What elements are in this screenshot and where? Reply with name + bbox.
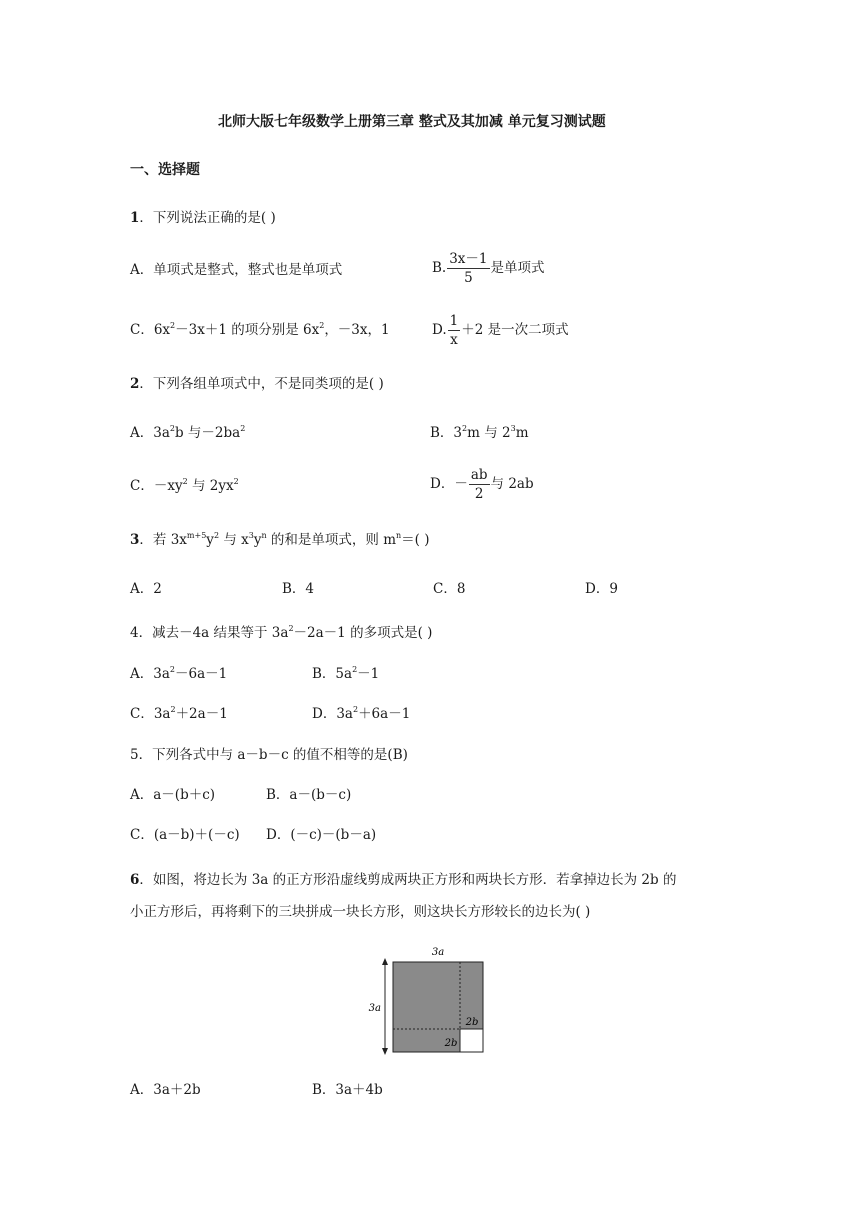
question-2-option-a: A．$3a^2b$ 与$-2ba^2$ (130, 424, 246, 441)
question-2-option-b: B．$3^2m$ 与 $2^3m$ (430, 424, 529, 441)
question-6-option-a: A．3a＋2b (130, 1082, 201, 1098)
arrow-down-icon (382, 1048, 388, 1055)
question-6-figure (364, 940, 504, 1060)
question-2-option-d: D．－ $\frac{ab}{2}$ 与 2ab (430, 467, 534, 502)
fraction: $\frac{ab}{2}$ (470, 467, 488, 502)
fraction: $\frac{1}{x}$ (449, 313, 459, 348)
question-3-option-c: C．8 (433, 581, 466, 597)
question-3-option-b: B．4 (282, 581, 315, 597)
question-3-stem: 3．若 $3x^{m+5}y^2$ 与 $x^3y^n$ 的和是单项式，则 $m^n=$( ) (130, 531, 430, 548)
question-2-stem: 2．下列各组单项式中，不是同类项的是( ) (130, 376, 384, 392)
question-1-option-a: A．单项式是整式，整式也是单项式 (130, 262, 343, 278)
question-1-option-b: B. $\frac{3x-1}{5}$ 是单项式 (432, 251, 545, 286)
question-4-option-d: D．$3a^2+6a-1$ (312, 705, 411, 722)
figure-label-bottom: 2b (444, 1038, 458, 1049)
question-4-option-c: C．$3a^2+2a-1$ (130, 705, 228, 722)
question-6-stem-line-1: 6．如图，将边长为 3a 的正方形沿虚线剪成两块正方形和两块长方形．若拿掉边长为 2b 的 (130, 872, 677, 888)
question-3-option-d: D．9 (585, 581, 618, 597)
question-3-option-a: A．2 (130, 581, 162, 597)
question-1-option-d: D. $\frac{1}{x}$ ＋2 是一次二项式 (432, 313, 569, 348)
question-4-stem: 4．减去－4a 结果等于 $3a^2-2a-1$ 的多项式是( ) (130, 624, 433, 641)
question-5-option-a: A．a－(b＋c) (130, 787, 216, 803)
question-4-option-a: A．$3a^2-6a-1$ (130, 665, 228, 682)
section-heading-choice: 一、选择题 (130, 162, 200, 178)
page-title: 北师大版七年级数学上册第三章 整式及其加减 单元复习测试题 (218, 114, 606, 130)
question-4-option-b: B．$5a^2-1$ (312, 665, 380, 682)
question-6-option-b: B．3a＋4b (312, 1082, 383, 1098)
fraction: $\frac{3x-1}{5}$ (449, 251, 488, 286)
question-5-stem: 5．下列各式中与 a－b－c 的值不相等的是(B) (130, 747, 408, 763)
question-5-option-b: B．a－(b－c) (266, 787, 352, 803)
question-5-option-c: C．(a－b)＋(－c) (130, 827, 240, 843)
arrow-up-icon (382, 958, 388, 965)
figure-label-left: 3a (368, 1003, 381, 1014)
figure-label-top: 3a (431, 947, 445, 958)
question-6-stem-line-2: 小正方形后，再将剩下的三块拼成一块长方形，则这块长方形较长的边长为( ) (130, 904, 591, 920)
figure-label-right: 2b (465, 1017, 479, 1028)
question-1-stem: 1．下列说法正确的是( ) (130, 210, 276, 226)
removed-small-square (460, 1029, 483, 1052)
question-5-option-d: D．(－c)－(b－a) (266, 827, 377, 843)
question-1-option-c: C．$6x^2-3x+1$ 的项分别是 $6x^2$，－3x，1 (130, 321, 390, 338)
question-2-option-c: C．$-xy^2$ 与 $2yx^2$ (130, 477, 239, 494)
